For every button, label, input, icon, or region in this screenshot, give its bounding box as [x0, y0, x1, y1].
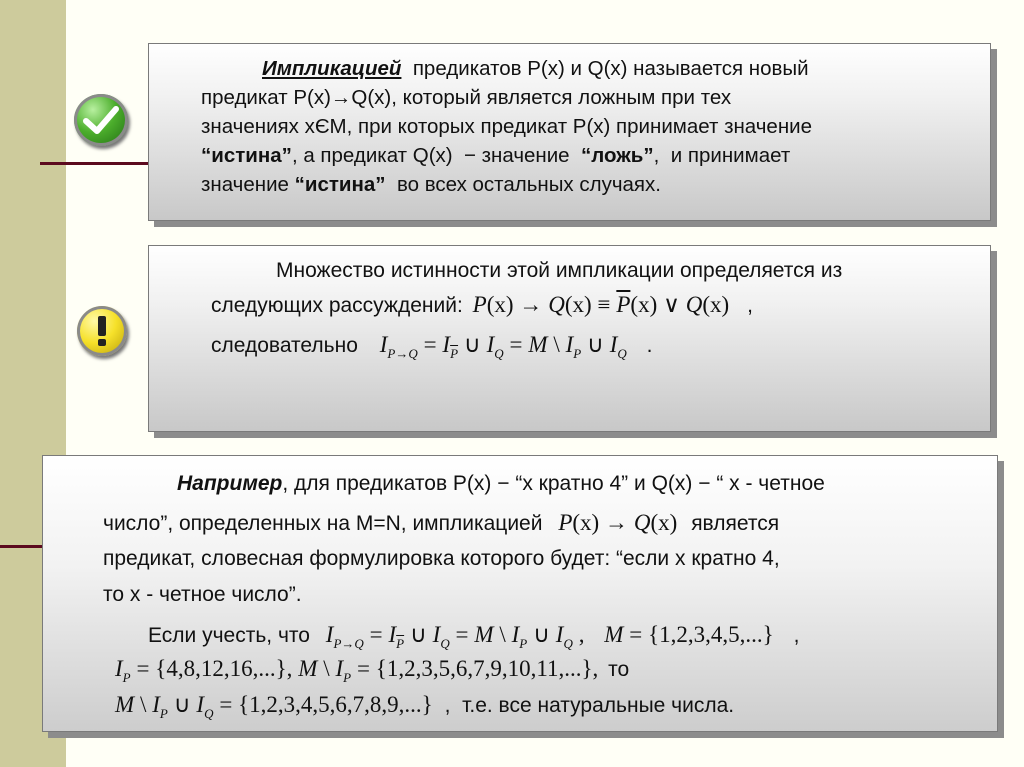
- example-text: является: [691, 512, 780, 535]
- definition-text: во всех остальных случаях.: [385, 173, 661, 196]
- truth-set-text: следовательно: [211, 334, 358, 357]
- value-true: “истина”: [294, 173, 386, 196]
- definition-text: , а предикат Q(x) − значение: [291, 144, 581, 167]
- formula-implication: P(x) → Q(x): [558, 510, 678, 535]
- formula-truth-set: $I_{P\to Q} = I_{\overline{P}}$ ∪ $I_Q = M$ \ $I_P$ ∪ $I_Q$ ,: [325, 622, 585, 651]
- exclamation-icon: [77, 306, 127, 356]
- definition-text: , и принимает: [653, 144, 791, 167]
- definition-text: предикат P(x)→Q(x), который является ложным при тех: [201, 86, 732, 109]
- term-example: Например: [177, 472, 283, 495]
- example-text: число”, определенных на M=N, импликацией: [103, 512, 543, 535]
- value-true: “истина”: [201, 144, 292, 167]
- checkmark-icon: [74, 94, 128, 146]
- punctuation: .: [646, 334, 653, 357]
- value-false: “ложь”: [580, 144, 654, 167]
- punctuation: ,: [793, 624, 800, 647]
- truth-set-text: Множество истинности этой импликации определяется из: [276, 259, 843, 282]
- truth-set-text: следующих рассуждений:: [211, 294, 463, 317]
- example-text: предикат, словесная формулировка которого будет: “если x кратно 4,: [103, 547, 780, 570]
- term-implication: Импликацией: [262, 57, 402, 80]
- punctuation: ,: [747, 294, 753, 317]
- example-box: [42, 455, 998, 732]
- formula-result: M \ $I_P$ ∪ $I_Q = \{1,2,3,4,5,6,7,8,9,...\}$: [115, 692, 433, 721]
- definition-text: значение: [201, 173, 295, 196]
- formula-equivalence: $P(x) \to Q(x) \equiv \overline{P}(x)$ ∨ Q(x): [472, 292, 730, 317]
- divider-line: [0, 545, 42, 548]
- example-text: то: [608, 658, 630, 681]
- example-text: , т.е. все натуральные числа.: [444, 694, 735, 717]
- definition-text: предикатов P(x) и Q(x) называется новый: [401, 57, 809, 80]
- definition-text: значениях xЄM, при которых предикат P(x) принимает значение: [201, 115, 813, 138]
- formula-truth-set: $I_{P\to Q} = I_{\overline{P}}$ ∪ $I_Q = M$ \ $I_P$ ∪ $I_Q$: [379, 332, 627, 361]
- example-text: , для предикатов P(x) − “x кратно 4” и Q(x) − “ x - четное: [282, 472, 825, 495]
- truth-set-box: [148, 245, 991, 432]
- definition-box: [148, 43, 991, 221]
- example-text: Если учесть, что: [148, 624, 310, 647]
- formula-set-M: M = {1,2,3,4,5,...}: [604, 622, 774, 647]
- divider-line: [40, 162, 150, 165]
- formula-sets: $I_P = \{4,8,12,16,...\}$, M \ $I_P = \{1,2,3,5,6,7,9,10,11,...\}$,: [115, 656, 599, 685]
- example-text: то x - четное число”.: [103, 583, 302, 606]
